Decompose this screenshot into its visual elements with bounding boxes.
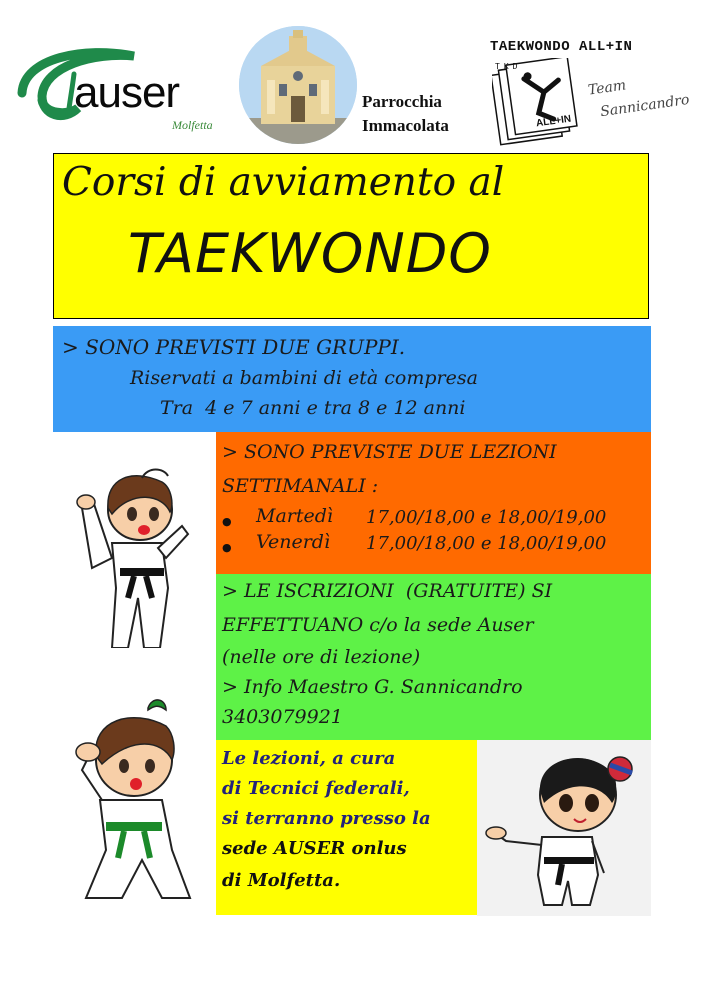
notes-line5: di Molfetta. [222,870,341,891]
bowing-girl-illustration [482,745,647,913]
schedule-times: 17,00/18,00 e 18,00/19,00 [366,533,607,554]
schedule-day: Martedì [256,505,333,527]
church-photo [239,26,357,144]
notes-line1: Le lezioni, a cura [222,748,396,769]
notes-line3: si terranno presso la [222,808,431,829]
kicking-kid-illustration [72,448,197,648]
schedule-day: Venerdì [256,531,331,553]
parish-name-line2: Immacolata [362,116,449,135]
team-script-1: Team [587,77,628,99]
team-logo-letters: TKD [495,62,522,71]
phone-number: 3403079921 [222,706,343,728]
team-logo-badge: ALL+IN [535,113,572,130]
bullet-icon: ● [222,515,232,528]
auser-logo-text: auser [74,68,180,117]
bullet-icon: ● [222,541,232,554]
registration-info: > Info Maestro G. Sannicandro [222,676,523,698]
registration-line2: EFFETTUANO c/o la sede Auser [222,614,534,636]
team-script-2: Sannicandro [599,91,691,121]
team-title: TAEKWONDO ALL+IN [490,39,633,55]
schedule-times: 17,00/18,00 e 18,00/19,00 [366,507,607,528]
lessons-line2: SETTIMANALI : [222,475,379,497]
notes-line2: di Tecnici federali, [222,778,410,799]
parish-name-line1: Parrocchia [362,92,442,111]
title-line2: TAEKWONDO [128,222,492,285]
auser-logo-subtext: Molfetta [172,118,213,132]
lessons-line1: > SONO PREVISTE DUE LEZIONI [222,441,557,463]
groups-line3: Tra 4 e 7 anni e tra 8 e 12 anni [160,397,466,419]
registration-line3: (nelle ore di lezione) [222,646,421,668]
title-line1: Corsi di avviamento al [62,160,505,205]
registration-line1: > LE ISCRIZIONI (GRATUITE) SI [222,580,553,602]
groups-line2: Riservati a bambini di età compresa [130,367,478,389]
saluting-kid-illustration [62,690,200,902]
groups-line1: > SONO PREVISTI DUE GRUPPI. [62,335,406,359]
notes-line4: sede AUSER onlus [222,838,407,859]
